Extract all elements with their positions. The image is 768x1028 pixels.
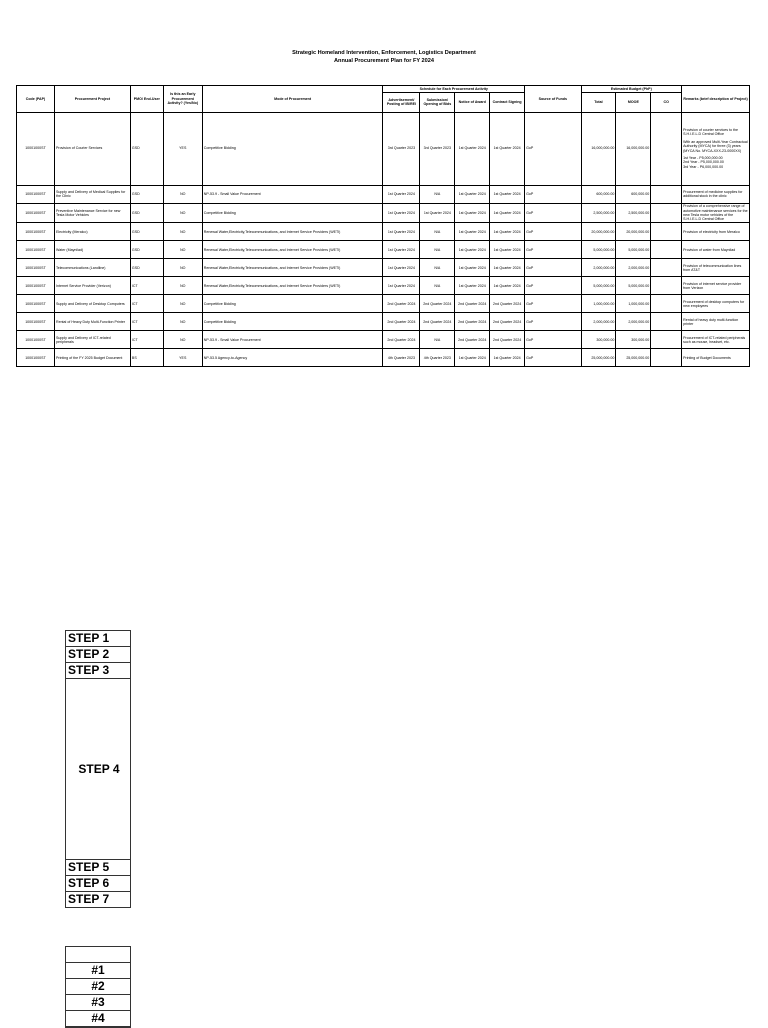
remarks-line: Procurement of medicine supplies for additional stock in the clinic — [683, 189, 743, 199]
cell-pmo: BS — [130, 349, 163, 367]
cell-code: 10001000ST — [17, 259, 55, 277]
cell-mooe: 16,000,000.00 — [616, 112, 651, 185]
header-project: Procurement Project — [54, 86, 130, 113]
cell-mode: Competitive Bidding — [202, 112, 383, 185]
cell-co — [651, 112, 682, 185]
cell-pmo: ICT — [130, 313, 163, 331]
cell-pmo: GSD — [130, 203, 163, 223]
cell-project: Telecommunications (Landline) — [54, 259, 130, 277]
header-mooe: MOOE — [616, 92, 651, 112]
cell-project: Electricity (Meralco) — [54, 223, 130, 241]
cell-mode: Competitive Bidding — [202, 295, 383, 313]
cell-total: 2,000,000.00 — [581, 259, 616, 277]
header-code: Code (PAP) — [17, 86, 55, 113]
cell-co — [651, 277, 682, 295]
remarks-line: Provision of courier services to the S.H.I.E.L.D Central Office — [683, 127, 739, 137]
cell-contract: 2nd Quarter 2024 — [490, 313, 525, 331]
cell-source: GoP — [525, 313, 581, 331]
cell-mooe: 20,000,000.00 — [616, 223, 651, 241]
cell-early: NO — [163, 185, 202, 203]
cell-code: 10001000ST — [17, 313, 55, 331]
cell-source: GoP — [525, 295, 581, 313]
cell-project: Internet Service Provider (Verizon) — [54, 277, 130, 295]
cell-remarks — [682, 295, 750, 313]
cell-contract: 1st Quarter 2024 — [490, 277, 525, 295]
cell-pmo: ICT — [130, 277, 163, 295]
numbers-blank-row — [66, 947, 130, 963]
remarks-line: Rental of heavy duty multi-function printer — [683, 317, 739, 326]
cell-remarks — [682, 112, 750, 185]
cell-project: Supply and Delivery of Desktop Computers — [54, 295, 130, 313]
cell-total: 1,000,000.00 — [581, 295, 616, 313]
cell-pmo: GSD — [130, 223, 163, 241]
number-3: #3 — [66, 995, 130, 1011]
cell-sub: 4th Quarter 2023 — [420, 349, 455, 367]
cell-sub: N/A — [420, 241, 455, 259]
cell-early: NO — [163, 259, 202, 277]
cell-total: 16,000,000.00 — [581, 112, 616, 185]
header-mode: Mode of Procurement — [202, 86, 383, 113]
cell-sub: N/A — [420, 331, 455, 349]
cell-noa: 1st Quarter 2024 — [455, 223, 490, 241]
cell-pmo: GSD — [130, 241, 163, 259]
cell-co — [651, 313, 682, 331]
cell-mooe: 1,000,000.00 — [616, 295, 651, 313]
cell-adv: 1st Quarter 2024 — [383, 259, 420, 277]
cell-remarks — [682, 241, 750, 259]
header-noa: Notice of Award — [455, 92, 490, 112]
cell-contract: 1st Quarter 2024 — [490, 349, 525, 367]
cell-source: GoP — [525, 241, 581, 259]
header-co: CO — [651, 92, 682, 112]
cell-mode: NP-53.9 - Small Value Procurement — [202, 185, 383, 203]
cell-co — [651, 241, 682, 259]
cell-mode: Renewal Water,Electricity,Telecommunications, and Internet Service Providers (WETI) — [202, 223, 383, 241]
cell-mode: Competitive Bidding — [202, 313, 383, 331]
remarks-line: Provision of a comprehensive range of automotive maintenance services for the new Tesla motor vehicles of the S.H.I.E.L.D Central Office — [683, 204, 748, 222]
document-title — [0, 49, 768, 65]
cell-total: 25,000,000.00 — [581, 349, 616, 367]
cell-mooe: 600,000.00 — [616, 185, 651, 203]
cell-source: GoP — [525, 349, 581, 367]
step-7: STEP 7 — [68, 892, 110, 906]
cell-early: NO — [163, 331, 202, 349]
cell-early: YES — [163, 112, 202, 185]
cell-total: 5,000,000.00 — [581, 277, 616, 295]
table-row — [17, 331, 750, 349]
cell-noa: 2nd Quarter 2024 — [455, 295, 490, 313]
remarks-line: 1st Year - P5,000,000.00 2nd Year - P5,000,000.00 3rd Year - P6,000,000.00 — [683, 156, 724, 169]
cell-code: 10001000ST — [17, 295, 55, 313]
cell-total: 5,000,000.00 — [581, 241, 616, 259]
cell-source: GoP — [525, 331, 581, 349]
cell-contract: 1st Quarter 2024 — [490, 185, 525, 203]
cell-adv: 4th Quarter 2023 — [383, 349, 420, 367]
cell-source: GoP — [525, 277, 581, 295]
cell-sub: N/A — [420, 277, 455, 295]
cell-mooe: 2,500,000.00 — [616, 203, 651, 223]
cell-sub: 1st Quarter 2024 — [420, 203, 455, 223]
cell-adv: 1st Quarter 2024 — [383, 223, 420, 241]
cell-source: GoP — [525, 112, 581, 185]
step-6: STEP 6 — [66, 876, 130, 892]
title-line-2: Annual Procurement Plan for FY 2024 — [334, 58, 434, 64]
cell-contract: 2nd Quarter 2024 — [490, 295, 525, 313]
cell-pmo: ICT — [130, 331, 163, 349]
remarks-line: Procurement of desktop computers for new employees — [683, 299, 745, 308]
cell-project: Rental of Heavy Duty Multi-Function Printer — [54, 313, 130, 331]
cell-sub: 2nd Quarter 2024 — [420, 295, 455, 313]
cell-noa: 1st Quarter 2024 — [455, 241, 490, 259]
cell-early: YES — [163, 349, 202, 367]
cell-mooe: 25,000,000.00 — [616, 349, 651, 367]
cell-early: NO — [163, 223, 202, 241]
cell-remarks — [682, 331, 750, 349]
remarks-line: Provision of telecommunication lines from AT&T — [683, 263, 742, 272]
cell-early: NO — [163, 295, 202, 313]
cell-contract: 1st Quarter 2024 — [490, 223, 525, 241]
table-row — [17, 203, 750, 223]
cell-remarks — [682, 277, 750, 295]
cell-noa: 1st Quarter 2024 — [455, 203, 490, 223]
cell-adv: 3rd Quarter 2023 — [383, 112, 420, 185]
cell-code: 10001000ST — [17, 203, 55, 223]
cell-code: 10001000ST — [17, 331, 55, 349]
procurement-plan-table — [16, 85, 750, 367]
step-3: STEP 3 — [66, 663, 130, 679]
cell-co — [651, 203, 682, 223]
cell-mode: Renewal Water,Electricity,Telecommunications, and Internet Service Providers (WETI) — [202, 259, 383, 277]
cell-sub: N/A — [420, 185, 455, 203]
cell-adv: 1st Quarter 2024 — [383, 203, 420, 223]
cell-project: Preventive Maintenance Service for new Tesla Motor Vehicles — [54, 203, 130, 223]
number-2: #2 — [66, 979, 130, 995]
remarks-line: With an approved Multi-Year Contractual Authority (MYCA) for three (3) years (MYCA No. MYCA-XXX-23-0000XX) — [683, 139, 748, 153]
cell-source: GoP — [525, 203, 581, 223]
cell-total: 600,000.00 — [581, 185, 616, 203]
table-row — [17, 349, 750, 367]
cell-adv: 2nd Quarter 2024 — [383, 295, 420, 313]
step-5: STEP 5 — [66, 860, 130, 876]
cell-sub: 2nd Quarter 2024 — [420, 313, 455, 331]
cell-code: 10001000ST — [17, 223, 55, 241]
cell-pmo: GSD — [130, 185, 163, 203]
cell-early: NO — [163, 277, 202, 295]
steps-box — [65, 630, 131, 908]
cell-early: NO — [163, 241, 202, 259]
cell-mooe: 5,000,000.00 — [616, 241, 651, 259]
cell-noa: 1st Quarter 2024 — [455, 112, 490, 185]
cell-early: NO — [163, 203, 202, 223]
cell-total: 2,000,000.00 — [581, 313, 616, 331]
header-source: Source of Funds — [525, 86, 581, 113]
cell-code: 10001000ST — [17, 241, 55, 259]
cell-noa: 2nd Quarter 2024 — [455, 313, 490, 331]
cell-mode: Competitive Bidding — [202, 203, 383, 223]
cell-sub: N/A — [420, 259, 455, 277]
header-total: Total — [581, 92, 616, 112]
cell-remarks — [682, 313, 750, 331]
cell-remarks — [682, 349, 750, 367]
cell-source: GoP — [525, 223, 581, 241]
cell-mooe: 300,000.00 — [616, 331, 651, 349]
cell-total: 20,000,000.00 — [581, 223, 616, 241]
cell-contract: 2nd Quarter 2024 — [490, 331, 525, 349]
cell-adv: 2nd Quarter 2024 — [383, 313, 420, 331]
step-4: STEP 4 — [66, 679, 130, 860]
cell-co — [651, 223, 682, 241]
cell-remarks — [682, 203, 750, 223]
remarks-line: Printing of Budget Documents — [683, 355, 731, 360]
cell-project: Supply and Delivery of Medical Supplies for the Clinic — [54, 185, 130, 203]
cell-project: Water (Maynilad) — [54, 241, 130, 259]
cell-co — [651, 331, 682, 349]
header-adv: Advertisement/ Posting of IB/REI — [383, 92, 420, 112]
cell-co — [651, 185, 682, 203]
cell-mooe: 5,000,000.00 — [616, 277, 651, 295]
table-row — [17, 223, 750, 241]
cell-project: Supply and Delivery of ICT-related peripherals — [54, 331, 130, 349]
table-row — [17, 277, 750, 295]
step-1: STEP 1 — [66, 631, 130, 647]
title-line-1: Strategic Homeland Intervention, Enforcement, Logistics Department — [292, 50, 476, 56]
cell-mode: Renewal Water,Electricity,Telecommunications, and Internet Service Providers (WETI) — [202, 241, 383, 259]
header-contract: Contract Signing — [490, 92, 525, 112]
cell-noa: 1st Quarter 2024 — [455, 349, 490, 367]
cell-contract: 1st Quarter 2024 — [490, 112, 525, 185]
remarks-line: Provision of internet service provider from Verizon — [683, 281, 742, 290]
cell-early: NO — [163, 313, 202, 331]
cell-mode: NP-53.9 - Small Value Procurement — [202, 331, 383, 349]
number-4: #4 — [66, 1011, 130, 1027]
cell-mooe: 2,000,000.00 — [616, 259, 651, 277]
cell-total: 300,000.00 — [581, 331, 616, 349]
header-early: Is this an Early Procurement Activity? (Yes/No) — [163, 86, 202, 113]
cell-adv: 1st Quarter 2024 — [383, 185, 420, 203]
cell-contract: 1st Quarter 2024 — [490, 203, 525, 223]
header-pmo: PMO/ End-User — [130, 86, 163, 113]
numbers-box — [65, 946, 131, 1028]
cell-pmo: ICT — [130, 295, 163, 313]
cell-remarks — [682, 259, 750, 277]
cell-noa: 1st Quarter 2024 — [455, 259, 490, 277]
cell-adv: 1st Quarter 2024 — [383, 241, 420, 259]
cell-project: Printing of the FY 2025 Budget Document — [54, 349, 130, 367]
table-row — [17, 241, 750, 259]
cell-total: 2,500,000.00 — [581, 203, 616, 223]
cell-noa: 1st Quarter 2024 — [455, 277, 490, 295]
remarks-line: Procurement of ICT-related peripherals such as mouse, headset, etc. — [683, 335, 746, 344]
cell-code: 10001000ST — [17, 277, 55, 295]
cell-code: 10001000ST — [17, 349, 55, 367]
cell-contract: 1st Quarter 2024 — [490, 259, 525, 277]
cell-mooe: 2,000,000.00 — [616, 313, 651, 331]
cell-noa: 2nd Quarter 2024 — [455, 331, 490, 349]
header-remarks: Remarks (brief description of Project) — [682, 86, 750, 113]
header-schedule-group: Schedule for Each Procurement Activity — [383, 86, 525, 93]
cell-sub: N/A — [420, 223, 455, 241]
cell-noa: 1st Quarter 2024 — [455, 185, 490, 203]
cell-co — [651, 349, 682, 367]
cell-mode: Renewal Water,Electricity,Telecommunications, and Internet Service Providers (WETI) — [202, 277, 383, 295]
cell-source: GoP — [525, 185, 581, 203]
cell-remarks — [682, 185, 750, 203]
cell-sub: 3rd Quarter 2023 — [420, 112, 455, 185]
table-row — [17, 259, 750, 277]
cell-source: GoP — [525, 259, 581, 277]
cell-project: Provision of Courier Services — [54, 112, 130, 185]
remarks-line: Provision of electricity from Meralco — [683, 229, 740, 234]
step-2: STEP 2 — [66, 647, 130, 663]
cell-adv: 2nd Quarter 2024 — [383, 331, 420, 349]
cell-co — [651, 259, 682, 277]
cell-pmo: GSD — [130, 112, 163, 185]
remarks-line: Provision of water from Maynilad — [683, 247, 736, 252]
table-row — [17, 112, 750, 185]
table-row — [17, 313, 750, 331]
cell-remarks — [682, 223, 750, 241]
cell-code: 10001000ST — [17, 112, 55, 185]
cell-pmo: GSD — [130, 259, 163, 277]
cell-contract: 1st Quarter 2024 — [490, 241, 525, 259]
number-1: #1 — [66, 963, 130, 979]
table-body — [17, 112, 750, 367]
table-row — [17, 185, 750, 203]
header-sub: Submission/ Opening of Bids — [420, 92, 455, 112]
cell-code: 10001000ST — [17, 185, 55, 203]
cell-mode: NP-53.5 Agency-to-Agency — [202, 349, 383, 367]
cell-co — [651, 295, 682, 313]
header-budget-group: Estimated Budget (PhP) — [581, 86, 682, 93]
table-row — [17, 295, 750, 313]
cell-adv: 1st Quarter 2024 — [383, 277, 420, 295]
